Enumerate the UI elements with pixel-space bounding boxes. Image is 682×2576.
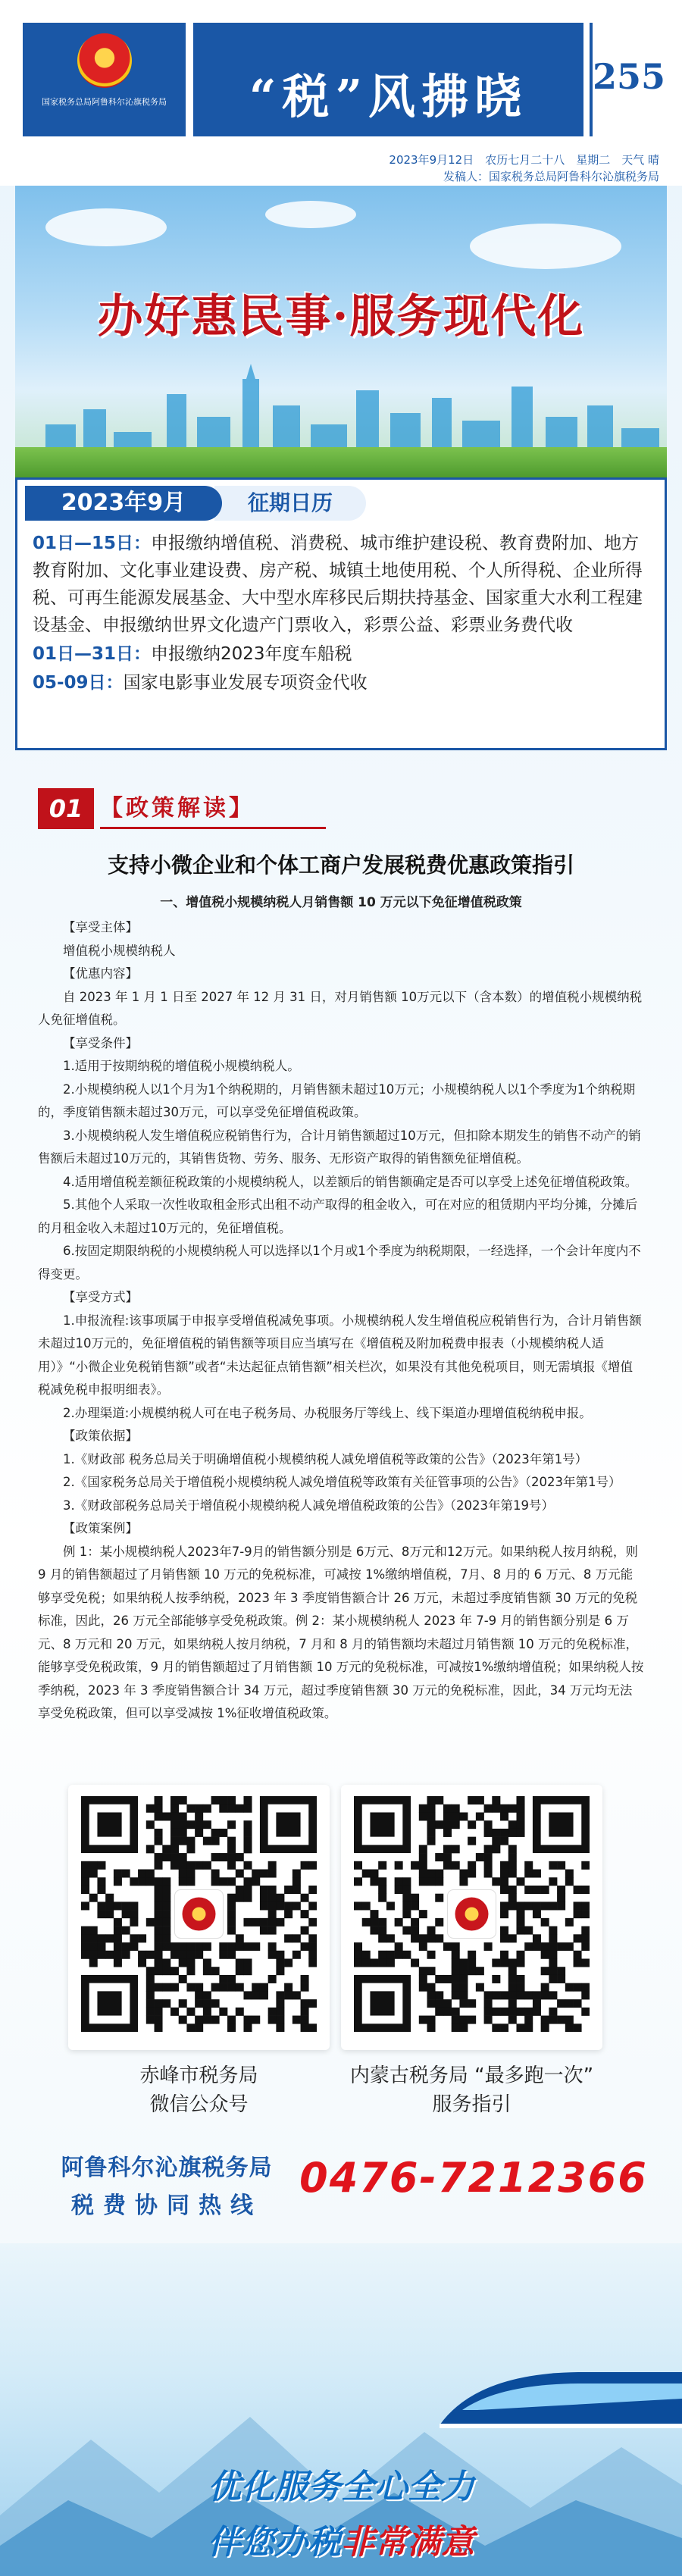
article-paragraph: 3.小规模纳税人发生增值税应税销售行为，合计月销售额超过10万元，但扣除本期发生的销售不动产的销售额后未超过10万元的，其销售货物、劳务、服务、无形资产取得的销售额免征增值税。 (38, 1128, 641, 1166)
article-paragraph: 1.《财政部 税务总局关于明确增值税小规模纳税人减免增值税等政策的公告》（2023年第1号） (63, 1451, 588, 1466)
tax-emblem-icon (77, 33, 132, 88)
article-paragraph: 2.办理渠道:小规模纳税人可在电子税务局、办税服务厅等线上、线下渠道办理增值税纳税申报。 (63, 1405, 592, 1420)
calendar-row-date: 05-09日： (33, 673, 124, 693)
article-paragraph: 2.小规模纳税人以1个月为1个纳税期的，月销售额未超过10万元；小规模纳税人以1个季度为1个纳税期的，季度销售额未超过30万元，可以享受免征增值税政策。 (38, 1081, 636, 1119)
masthead-title: “税”风拂晓 (249, 69, 528, 124)
qr-caption-line: 微信公众号 (149, 2093, 249, 2116)
article-paragraph: 2.《国家税务总局关于增值税小规模纳税人减免增值税等政策有关征管事项的公告》（2023年第1号） (63, 1475, 621, 1489)
article-paragraph: 1.申报流程:该事项属于申报享受增值税减免事项。小规模纳税人发生增值税应税销售行为，合计月销售额未超过10万元的，免征增值税的销售额等项目应当填写在《增值税及附加税费申报表（小规模纳税人适用）》“小微企业免税销售额”或者“未达起征点销售额”相关栏次，如果没有其他免税项目，则无需填报《增值税减免税申报明细表》。 (38, 1313, 642, 1397)
issue-number: 255 (593, 56, 666, 97)
calendar-label: 征期日历 (214, 486, 366, 521)
slogan-highlight: 非常满意 (341, 2523, 474, 2562)
article-paragraph: 5.其他个人采取一次性收取租金形式出租不动产取得的租金收入，可在对应的租赁期内平均分摊，分摊后的月租金收入未超过10万元的，免征增值税。 (38, 1197, 638, 1235)
article-paragraph: 【享受主体】 (63, 920, 138, 934)
article-paragraph: 【政策案例】 (63, 1521, 138, 1535)
hero-banner (15, 186, 667, 477)
dateline: 2023年9月12日 农历七月二十八 星期二 天气 晴 (389, 153, 659, 167)
qr-caption-line: 内蒙古税务局 “最多跑一次” (349, 2064, 594, 2087)
slogan-satisfaction (0, 2515, 682, 2563)
article-paragraph: 4.适用增值税差额征税政策的小规模纳税人，以差额后的销售额确定是否可以享受上述免征增值税政策。 (63, 1174, 638, 1189)
masthead-title-bar (193, 23, 583, 136)
hotline-number[interactable]: 0476-7212366 (299, 2154, 648, 2202)
cloud-icon (265, 201, 356, 228)
section-title: 【政策解读】 (100, 788, 326, 829)
emblem-caption: 国家税务总局阿鲁科尔沁旗税务局 (42, 97, 167, 107)
qr-code-service-guide[interactable] (341, 1785, 602, 2050)
article-subtitle: 一、增值税小规模纳税人月销售额 10 万元以下免征增值税政策 (160, 895, 522, 910)
qr-code-icon (354, 1796, 590, 2032)
masthead (0, 0, 682, 186)
calendar-row-date: 01日—31日： (33, 644, 152, 664)
qr-caption-line: 服务指引 (432, 2093, 512, 2116)
calendar-header (25, 486, 449, 521)
section-heading (38, 788, 326, 829)
tax-calendar (15, 477, 667, 750)
calendar-row (33, 669, 654, 696)
article-paragraph: 【享受条件】 (63, 1035, 138, 1050)
article-paragraph: 6.按固定期限纳税的小规模纳税人可以选择以1个月或1个季度为纳税期限，一经选择，一个会计年度内不得变更。 (38, 1244, 641, 1282)
article-paragraph: 增值税小规模纳税人 (63, 943, 176, 958)
train-icon (432, 2357, 682, 2440)
article-paragraph: 【享受方式】 (63, 1290, 138, 1304)
article-paragraph: 【优惠内容】 (63, 966, 138, 981)
article-title: 支持小微企业和个体工商户发展税费优惠政策指引 (107, 853, 574, 878)
calendar-row-text: 国家电影事业发展专项资金代收 (123, 673, 368, 693)
qr-caption-service-guide (341, 2061, 602, 2119)
calendar-row-text: 申报缴纳2023年度车船税 (151, 644, 352, 664)
article-paragraph: 例 1：某小规模纳税人2023年7-9月的销售额分别是 6万元、8万元和12万元。如果纳税人按月纳税，则 9 月的销售额超过了月销售额 10 万元的免税标准，可减按 1%缴纳增值税，7月、8 月的 6 万元、8 万元能够享受免税；如果纳税人按季纳税，2023 年 3 季度销售额合计 26 万元，未超过季度销售额 30 万元的免税标准，因此，26 万元全部能够享受免税政策。例 2：某小规模纳税人 2023 年 7-9 月的销售额分别是 6 万元、8 万元和 20 万元，如果纳税人按月纳税，7 月和 8 月的销售额均未超过月销售额 10 万元的免税标准，能够享受免税政策，9 月的销售额超过了月销售额 10 万元的免税标准，可减按1%缴纳增值税；如果纳税人按季纳税，2023 年 3 季度销售额合计 34 万元，超过季度销售额 30 万元的免税标准，因此，34 万元均无法享受免税政策，但可以享受减按 1%征收增值税政策。 (38, 1544, 644, 1720)
article-body (38, 916, 644, 1726)
policy-article (38, 849, 644, 1726)
publisher: 发稿人：国家税务总局阿鲁科尔沁旗税务局 (443, 170, 659, 183)
emblem-box (23, 23, 186, 136)
banner-title: 办好惠民事·服务现代化 (97, 290, 585, 343)
article-paragraph: 【政策依据】 (63, 1429, 138, 1443)
qr-caption-wechat (68, 2061, 330, 2119)
calendar-row-text: 申报缴纳增值税、消费税、城市维护建设税、教育费附加、地方教育附加、文化事业建设费、房产税、城镇土地使用税、个人所得税、企业所得税、可再生能源发展基金、大中型水库移民后期扶持基金、国家重大水利工程建设基金、申报缴纳世界文化遗产门票收入，彩票公益、彩票业务费代收 (33, 534, 643, 635)
slogan-part: 伴您办税 (208, 2523, 341, 2562)
issue-box (590, 23, 666, 136)
article-paragraph: 1.适用于按期纳税的增值税小规模纳税人。 (63, 1059, 300, 1073)
calendar-row (33, 530, 654, 639)
cloud-icon (45, 208, 167, 246)
calendar-row (33, 640, 654, 668)
article-paragraph: 3.《财政部税务总局关于增值税小规模纳税人减免增值税政策的公告》（2023年第19号） (63, 1498, 554, 1513)
hotline-label: 税费协同热线 (71, 2193, 262, 2219)
calendar-month: 2023年9月 (25, 486, 222, 521)
qr-code-wechat[interactable] (68, 1785, 330, 2050)
grass-strip (15, 447, 667, 477)
hotline-label-office: 阿鲁科尔沁旗税务局 (61, 2155, 273, 2181)
section-number: 01 (38, 788, 94, 829)
slogan-service: 优化服务全心全力 (208, 2468, 474, 2506)
qr-caption-line: 赤峰市税务局 (139, 2064, 258, 2087)
qr-code-icon (81, 1796, 317, 2032)
calendar-row-date: 01日—15日： (33, 534, 152, 553)
calendar-body (33, 530, 654, 698)
article-paragraph: 自 2023 年 1 月 1 日至 2027 年 12 月 31 日，对月销售额 10万元以下（含本数）的增值税小规模纳税人免征增值税。 (38, 989, 643, 1027)
cloud-icon (470, 224, 621, 269)
